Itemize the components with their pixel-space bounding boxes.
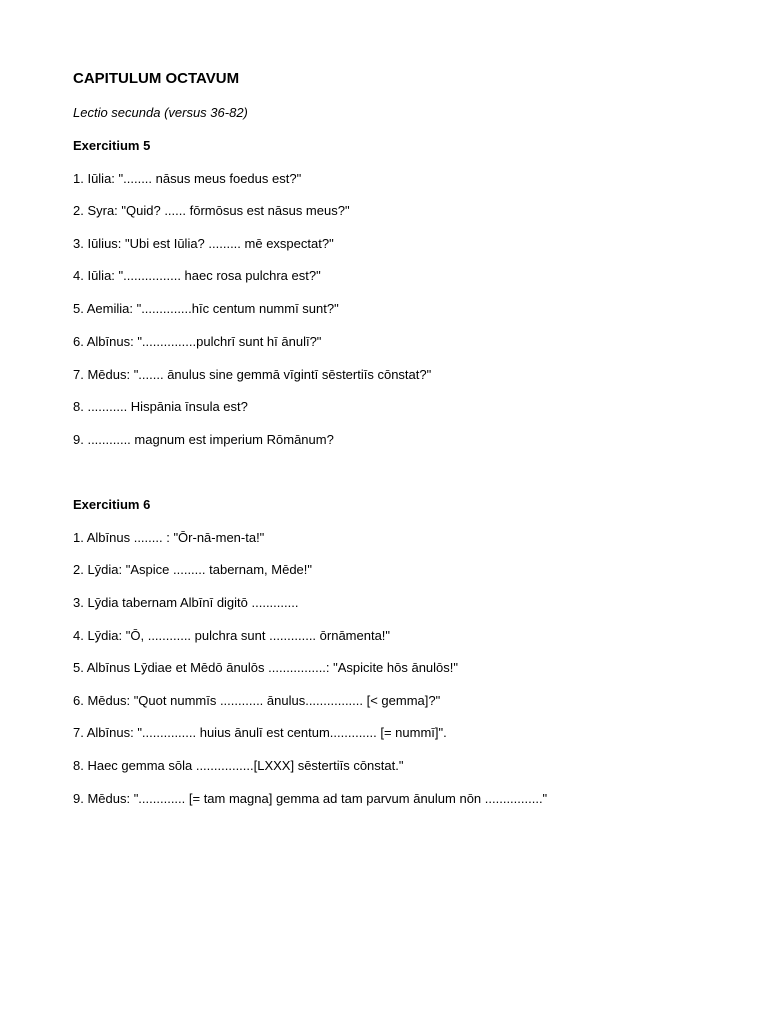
exercise-6-item: 4. Lȳdia: "Ō, ............ pulchra sunt ............. ōrnāmenta!" [73,628,391,643]
exercise-5-item: 1. Iūlia: "........ nāsus meus foedus est?" [73,171,302,186]
exercise-5-item: 5. Aemilia: "..............hīc centum nummī sunt?" [73,301,339,316]
exercise-5-item: 7. Mēdus: "....... ānulus sine gemmā vīgintī sēstertiīs cōnstat?" [73,367,432,382]
exercise-5-item: 6. Albīnus: "...............pulchrī sunt hī ānulī?" [73,334,322,349]
exercise-6-heading: Exercitium 6 [73,497,151,512]
exercise-5-item: 2. Syra: "Quid? ...... fōrmōsus est nāsus meus?" [73,203,350,218]
exercise-5-item: 9. ............ magnum est imperium Rōmānum? [73,432,334,447]
exercise-5-item: 3. Iūlius: "Ubi est Iūlia? ......... mē exspectat?" [73,236,334,251]
exercise-6-item: 9. Mēdus: "............. [= tam magna] gemma ad tam parvum ānulum nōn ................" [73,791,548,806]
document-title: CAPITULUM OCTAVUM [73,70,240,87]
exercise-5-heading: Exercitium 5 [73,138,151,153]
exercise-6-item: 6. Mēdus: "Quot nummīs ............ ānulus................ [< gemma]?" [73,693,441,708]
exercise-6-item: 5. Albīnus Lȳdiae et Mēdō ānulōs ................: "Aspicite hōs ānulōs!" [73,660,458,675]
exercise-6-item: 2. Lȳdia: "Aspice ......... tabernam, Mēde!" [73,562,313,577]
exercise-5-item: 8. ........... Hispānia īnsula est? [73,399,248,414]
exercise-5-item: 4. Iūlia: "................ haec rosa pulchra est?" [73,268,321,283]
exercise-6-item: 7. Albīnus: "............... huius ānulī est centum............. [= nummī]". [73,725,447,740]
exercise-6-item: 8. Haec gemma sōla ................[LXXX] sēstertiīs cōnstat." [73,758,404,773]
exercise-6-item: 1. Albīnus ........ : "Ōr-nā-men-ta!" [73,530,265,545]
document-subtitle: Lectio secunda (versus 36-82) [73,105,248,120]
exercise-6-item: 3. Lȳdia tabernam Albīnī digitō ............. [73,595,299,610]
